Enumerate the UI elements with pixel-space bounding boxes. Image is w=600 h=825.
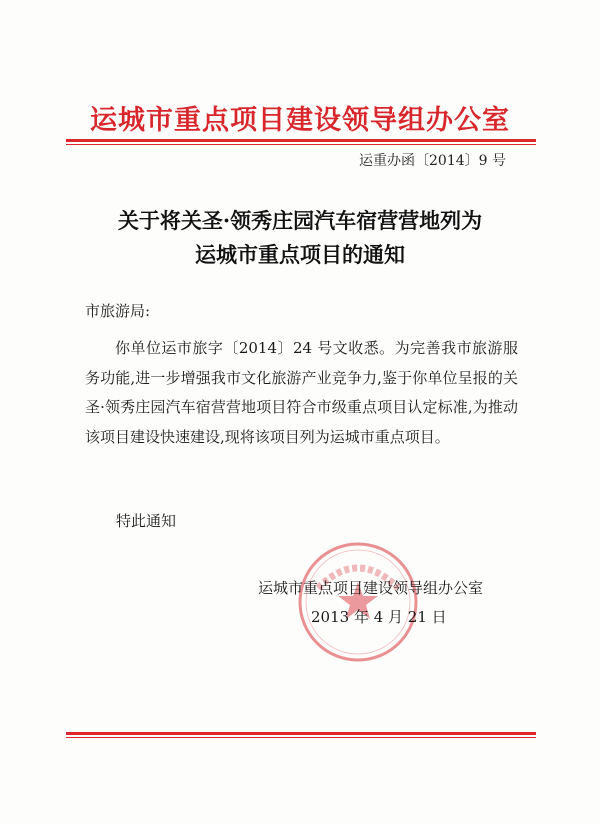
header-red-rule-thick bbox=[66, 139, 536, 142]
document-number: 运重办函〔2014〕9 号 bbox=[359, 153, 506, 169]
footer-red-rule-thin bbox=[66, 737, 536, 738]
body-paragraph: 你单位运市旅字〔2014〕24 号文收悉。为完善我市旅游服务功能,进一步增强我市文化旅游产业竞争力,鉴于你单位呈报的关圣·领秀庄园汽车宿营营地项目符合市级重点项目认定标准,为推动该项目建设快速建设,现将该项目列为运城市重点项目。 bbox=[85, 339, 518, 446]
signature-organization: 运城市重点项目建设领导组办公室 bbox=[258, 579, 484, 597]
addressee: 市旅游局: bbox=[85, 302, 151, 320]
document-title-line2: 运城市重点项目的通知 bbox=[195, 242, 405, 267]
footer-red-rule-thick bbox=[66, 732, 536, 735]
issuing-organization-header: 运城市重点项目建设领导组办公室 bbox=[90, 105, 510, 136]
document-title-line1: 关于将关圣·领秀庄园汽车宿营营地列为 bbox=[117, 208, 483, 233]
header-red-rule-thin bbox=[66, 144, 536, 145]
official-seal-stamp bbox=[296, 540, 420, 664]
issue-date: 2013 年 4 月 21 日 bbox=[311, 608, 447, 626]
closing-phrase: 特此通知 bbox=[116, 512, 177, 530]
